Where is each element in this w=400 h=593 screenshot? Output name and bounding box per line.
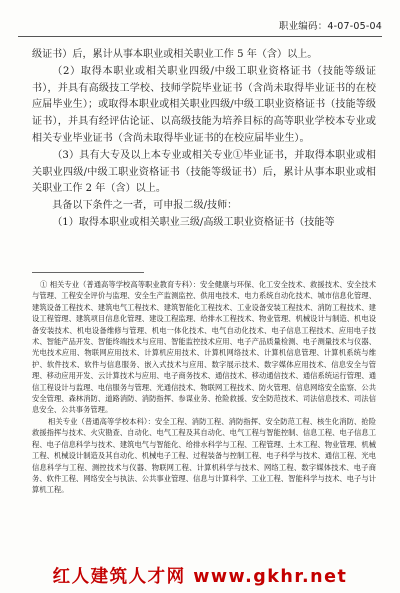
paragraph-condition-3: （3）具有大专及以上本专业或相关专业①毕业证书，并取得本职业或相关职业四级/中级工职业资格证书（技能等级证书）后，累计从事本职业或相关职业工作 2 年（含）以上。	[32, 149, 376, 195]
paragraph-condition-2: （2）取得本职业或相关职业四级/中级工职业资格证书（技能等级证书），并具有高级技工学校、技师学院毕业证书（含尚未取得毕业证书的在校应届毕业生）；或取得本职业或相关职业四级/中级工职业资格证书（技能等级证书），并具有经评估论证、以高级技能为培养目标的高等职业学校本专业或相关专业毕业证书（含尚未取得毕业证书的在校应届毕业生）。	[32, 65, 376, 144]
page-header	[18, 14, 382, 37]
paragraph-level-2-intro: 具备以下条件之一者，可申报二级/技师：	[52, 200, 238, 212]
paragraph-continuation: 级证书）后，累计从事本职业或相关职业工作 5 年（含）以上。	[32, 49, 318, 60]
main-text	[32, 47, 376, 232]
footnotes	[32, 279, 376, 496]
footnote-divider	[32, 272, 144, 273]
footnote-undergraduate: 相关专业（普通高等学校本科）：安全工程、消防工程、消防指挥、安全防范工程、核生化消防、抢险救援指挥与技术、火灾勘查、自动化、电气工程及其自动化、电气工程与智能控制、信息工程、电子信息工程、电子信息科学与技术、建筑电气与智能化、给排水科学与工程、工程管理、土木工程、物业管理、机械工程、机械设计制造及其自动化、机械电子工程、过程装备与控制工程、电子科学与技术、通信工程、光电信息科学与工程、测控技术与仪器、物联网工程、计算机科学与技术、网络工程、数字媒体技术、电子商务、软件工程、网络安全与执法、公共事业管理、信息与计算科学、工业工程、智能科学与技术、电子与计算机工程。	[32, 416, 376, 495]
footnote-vocational: ① 相关专业（普通高等学校高等职业教育专科）：安全健康与环保、化工安全技术、救援技术、安全技术与管理、工程安全评价与监理、安全生产监测监控、供用电技术、电力系统自动化技术、城市信息化管理、建筑设备工程技术、建筑电气工程技术、建筑智能化工程技术、工业设备安装工程技术、消防工程技术、建设工程管理、建筑项目信息化管理、建设工程监理、给排水工程技术、物业管理、机械设计与制造、机电设备安装技术、机电设备维修与管理、机电一体化技术、电气自动化技术、电子信息工程技术、应用电子技术、智能产品开发、智能终端技术与应用、智能监控技术应用、电子产品质量检测、电子测量技术与仪器、光电技术应用、物联网应用技术、计算机应用技术、计算机网络技术、计算机信息管理、计算机系统与维护、软件技术、软件与信息服务、嵌入式技术与应用、数字展示技术、数字媒体应用技术、信息安全与管理、移动应用开发、云计算技术与应用、电子商务技术、通信技术、移动通信技术、通信系统运行管理、通信工程设计与监理、电信服务与管理、光通信技术、物联网工程技术、防火管理、信息网络安全监察、公共安全管理、森林消防、道路消防、消防指挥、参谋业务、抢险救援、安全防范技术、司法信息技术、司法信息安全、公共事务管理。	[32, 280, 376, 415]
site-watermark: 红人建筑人才网 www.gkhr.net	[52, 567, 348, 587]
occupation-code: 职业编码：4-07-05-04	[278, 21, 382, 32]
paragraph-level-2-condition-1: （1）取得本职业或相关职业三级/高级工职业资格证书（技能等	[52, 216, 335, 228]
